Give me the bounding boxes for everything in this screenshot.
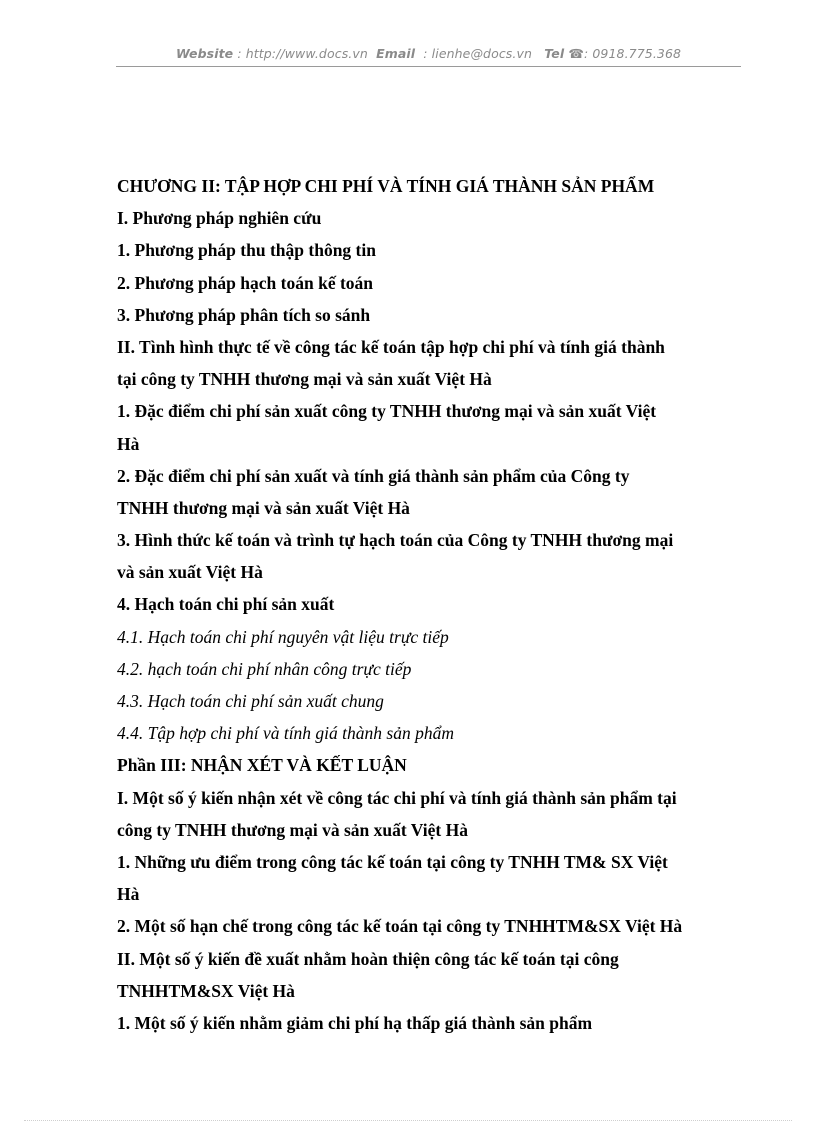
toc-line: I. Phương pháp nghiên cứu <box>117 208 322 229</box>
website-label: Website <box>175 46 234 61</box>
toc-line: Hà <box>117 433 140 454</box>
header-divider <box>116 66 741 67</box>
toc-subline: 4.4. Tập hợp chi phí và tính giá thành sản phẩm <box>117 723 454 744</box>
toc-line: 1. Một số ý kiến nhằm giảm chi phí hạ thấp giá thành sản phẩm <box>117 1012 593 1033</box>
toc-line: 2. Đặc điểm chi phí sản xuất và tính giá thành sản phẩm của Công ty <box>117 465 630 486</box>
toc-line: 1. Phương pháp thu thập thông tin <box>117 240 376 261</box>
chapter-2-title: CHƯƠNG II: TẬP HỢP CHI PHÍ VÀ TÍNH GIÁ THÀNH SẢN PHẨM <box>117 176 655 196</box>
toc-line: tại công ty TNHH thương mại và sản xuất Việt Hà <box>117 369 492 390</box>
tel-number: : 0918.775.368 <box>583 46 682 61</box>
toc-line: công ty TNHH thương mại và sản xuất Việt Hà <box>117 819 468 840</box>
part-3-title: Phần III: NHẬN XÉT VÀ KẾT LUẬN <box>117 755 407 776</box>
toc-line: II. Tình hình thực tế về công tác kế toán tập hợp chi phí và tính giá thành <box>117 336 665 357</box>
table-of-contents <box>117 170 742 1039</box>
toc-line: 2. Phương pháp hạch toán kế toán <box>117 272 374 293</box>
toc-line: Hà <box>117 884 140 905</box>
toc-line: 3. Phương pháp phân tích so sánh <box>117 304 371 325</box>
phone-icon: ☎ <box>568 46 584 61</box>
toc-subline: 4.2. hạch toán chi phí nhân công trực tiếp <box>117 658 412 679</box>
footer-divider <box>24 1120 792 1121</box>
toc-subline: 4.3. Hạch toán chi phí sản xuất chung <box>117 691 384 711</box>
email-address: : lienhe@docs.vn <box>423 46 533 61</box>
toc-line: 4. Hạch toán chi phí sản xuất <box>117 594 335 615</box>
toc-line: và sản xuất Việt Hà <box>117 562 263 583</box>
toc-line: 1. Đặc điểm chi phí sản xuất công ty TNHH thương mại và sản xuất Việt <box>117 401 657 422</box>
toc-line: 1. Những ưu điểm trong công tác kế toán tại công ty TNHH TM& SX Việt <box>117 851 668 872</box>
tel-label: Tel <box>544 46 565 61</box>
toc-line: TNHH thương mại và sản xuất Việt Hà <box>117 497 410 518</box>
toc-line: 3. Hình thức kế toán và trình tự hạch toán của Công ty TNHH thương mại <box>117 530 674 551</box>
website-url: : http://www.docs.vn <box>237 46 368 61</box>
toc-line: TNHHTM&SX Việt Hà <box>117 980 295 1001</box>
toc-line: I. Một số ý kiến nhận xét về công tác chi phí và tính giá thành sản phẩm tại <box>117 787 677 808</box>
email-label: Email <box>376 46 416 61</box>
toc-subline: 4.1. Hạch toán chi phí nguyên vật liệu trực tiếp <box>117 626 449 647</box>
toc-line: 2. Một số hạn chế trong công tác kế toán tại công ty TNHHTM&SX Việt Hà <box>117 916 683 937</box>
toc-line: II. Một số ý kiến đề xuất nhằm hoàn thiện công tác kế toán tại công <box>117 948 619 969</box>
page-header <box>116 46 741 61</box>
